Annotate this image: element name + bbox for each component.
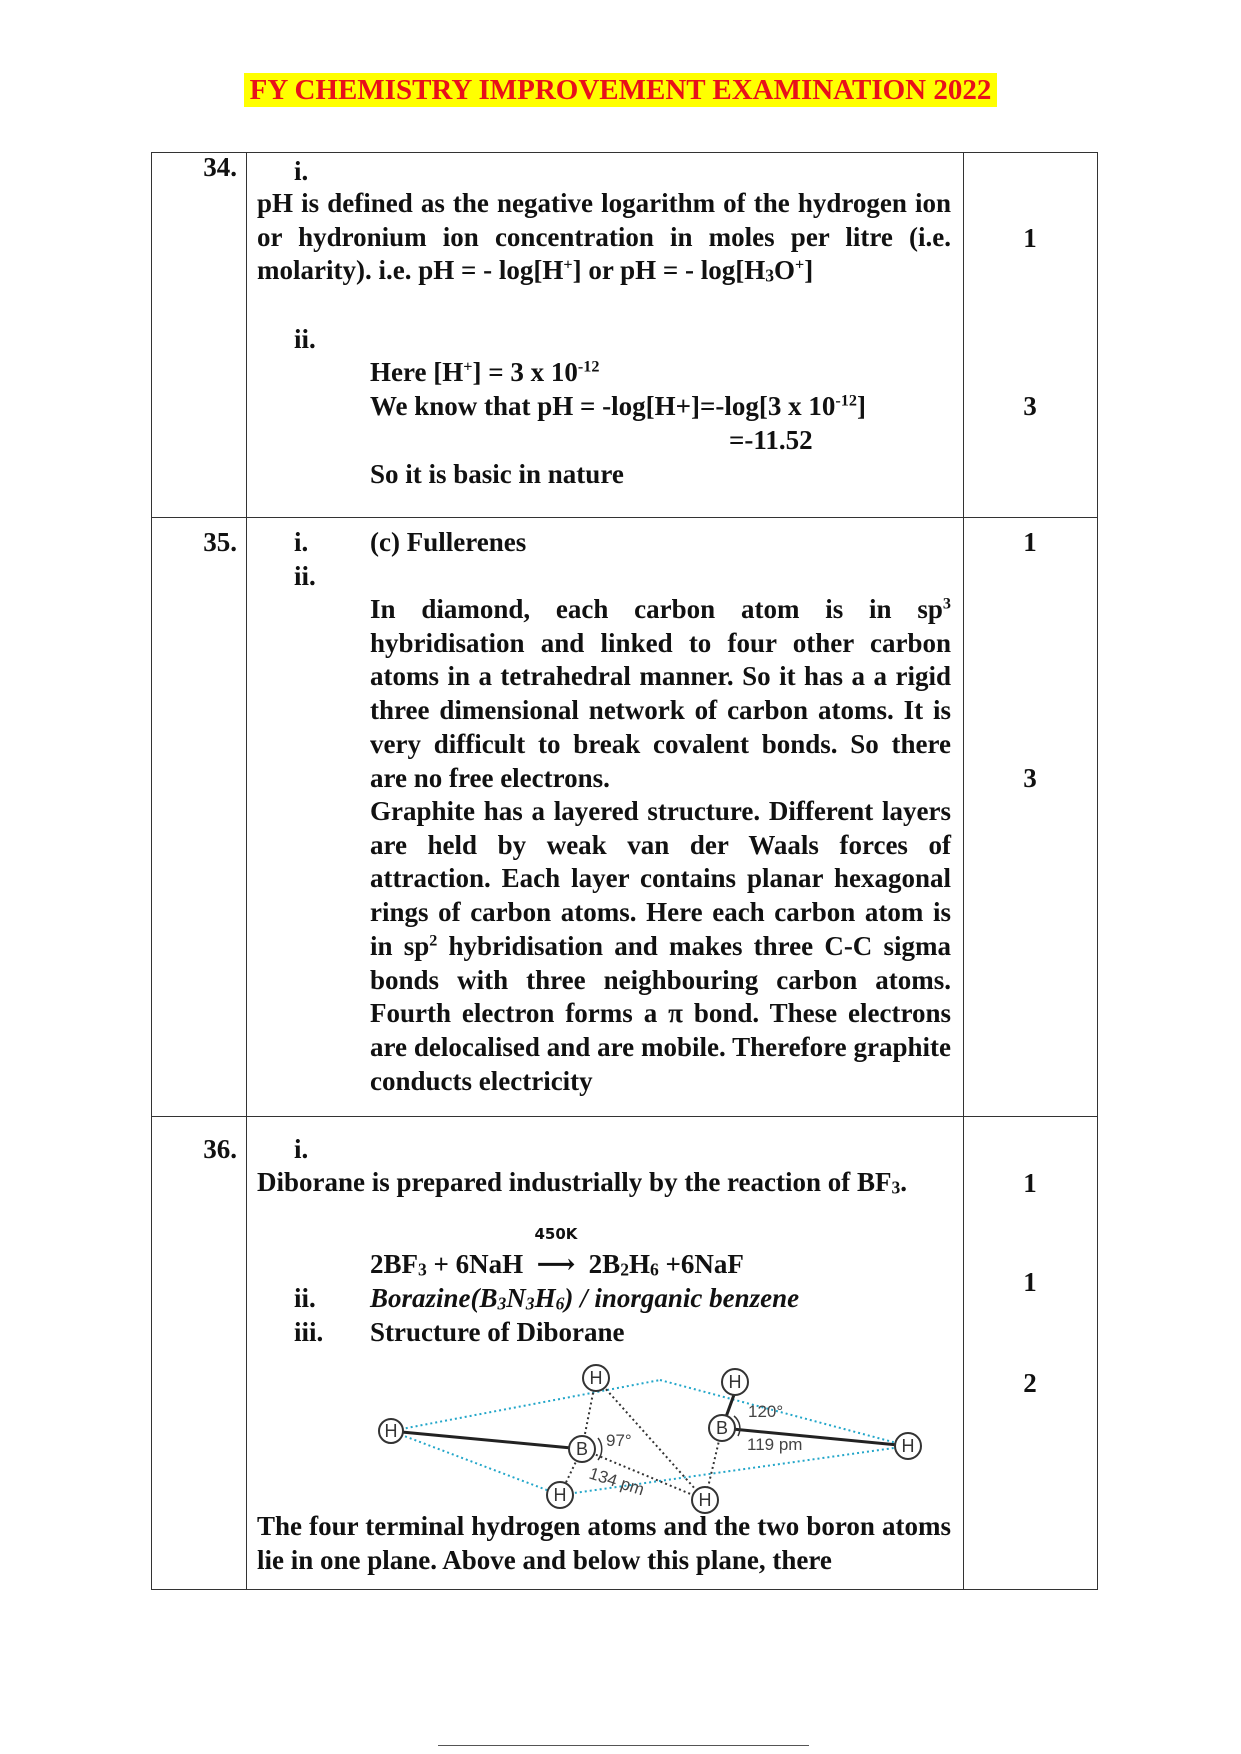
- part-label: ii.: [294, 324, 316, 354]
- mark: 1: [1023, 527, 1037, 557]
- q34-definition: pH is defined as the negative logarithm of the hydrogen ion or hydronium ion concentration in moles per litre (i.e. molarity). i.e. pH = - log[H+] or pH = - $\log[H_3O^+]$: [257, 188, 951, 287]
- part-label: ii.: [294, 561, 316, 591]
- row-divider: [151, 1116, 1098, 1117]
- part-label: iii.: [294, 1317, 324, 1347]
- plane-edge: [391, 1431, 560, 1495]
- atom-h-label: H: [728, 1372, 742, 1392]
- column-divider: [246, 152, 247, 1590]
- part-label: i.: [294, 1134, 309, 1164]
- q35-answer: (c) Fullerenes: [370, 527, 527, 557]
- reaction-arrow: ⟶: [536, 1249, 576, 1279]
- row-divider: [151, 517, 1098, 518]
- q34-result: =-11.52: [729, 425, 813, 455]
- atom-h-label: H: [589, 1368, 603, 1388]
- mark: 1: [1023, 1267, 1037, 1297]
- q34-formula: We know that pH = -log[H+]=-log[3 x $10^{-12}$]: [370, 391, 866, 421]
- q36-borazine-answer: $Borazine(B_3N_3H_6)$ / inorganic benzene: [370, 1283, 800, 1314]
- table-border-left: [151, 152, 152, 1590]
- q36-closing-paragraph: The four terminal hydrogen atoms and the two boron atoms lie in one plane. Above and below this plane, there: [257, 1511, 951, 1575]
- question-number-35: 35.: [203, 527, 237, 557]
- q35-diamond-paragraph: In diamond, each carbon atom is in $sp^3$ hybridisation and linked to four other carbon atoms in a tetrahedral manner. So it has a a rigid three dimensional network of carbon atoms. It is very difficult to break covalent bonds. So there are no free electrons.: [370, 594, 951, 793]
- question-number-36: 36.: [203, 1134, 237, 1164]
- table-border-right: [1097, 152, 1098, 1590]
- bond-length-119: 119 pm: [747, 1435, 803, 1454]
- angle-label-120: 120°: [748, 1402, 784, 1421]
- table-border-bottom: [151, 1589, 1098, 1590]
- footer-rule: [438, 1745, 809, 1746]
- part-label: i.: [294, 156, 309, 186]
- q34-given: Here [H+] = 3 x $10^{-12}$: [370, 357, 600, 387]
- atom-b-label: B: [715, 1418, 729, 1438]
- diborane-structure-diagram: [370, 1352, 930, 1527]
- q35-graphite-paragraph: Graphite has a layered structure. Different layers are held by weak van der Waals forces of attraction. Each layer contains planar hexagonal rings of carbon atoms. Here each carbon atom is in $sp^2$ hybridisation and makes three C-C sigma bonds with three neighbouring carbon atoms. Fourth electron forms a π bond. These electrons are delocalised and are mobile. Therefore graphite conducts electricity: [370, 796, 951, 1096]
- bond-length-134: 134 pm: [586, 1463, 647, 1500]
- angle-label-97: 97°: [606, 1431, 632, 1450]
- mark: 1: [1023, 1168, 1037, 1198]
- reaction-equation: $2BF_3 + 6NaH$ 450K ⟶ $2B_2H_6 +6NaF$: [370, 1225, 744, 1280]
- mark: 1: [1023, 223, 1037, 253]
- mark: 3: [1023, 763, 1037, 793]
- part-label: i.: [294, 527, 309, 557]
- part-label: ii.: [294, 1283, 316, 1313]
- atom-h-label: H: [698, 1490, 712, 1510]
- atom-h-label: H: [384, 1421, 398, 1441]
- atom-h-label: H: [553, 1485, 567, 1505]
- q34-conclusion: So it is basic in nature: [370, 459, 624, 489]
- mark: 3: [1023, 391, 1037, 421]
- column-divider: [963, 152, 964, 1590]
- q36-preparation: Diborane is prepared industrially by the reaction of $BF_3$.: [257, 1167, 908, 1198]
- atom-h-label: H: [901, 1436, 915, 1456]
- terminal-bond: [391, 1431, 582, 1449]
- reaction-condition: 450K: [534, 1225, 578, 1243]
- page-title: FY CHEMISTRY IMPROVEMENT EXAMINATION 2022: [244, 73, 997, 107]
- table-border-top: [151, 152, 1098, 153]
- q36-structure-title: Structure of Diborane: [370, 1317, 625, 1347]
- atom-b-label: B: [575, 1439, 589, 1459]
- mark: 2: [1023, 1368, 1037, 1398]
- question-number-34: 34.: [203, 152, 237, 182]
